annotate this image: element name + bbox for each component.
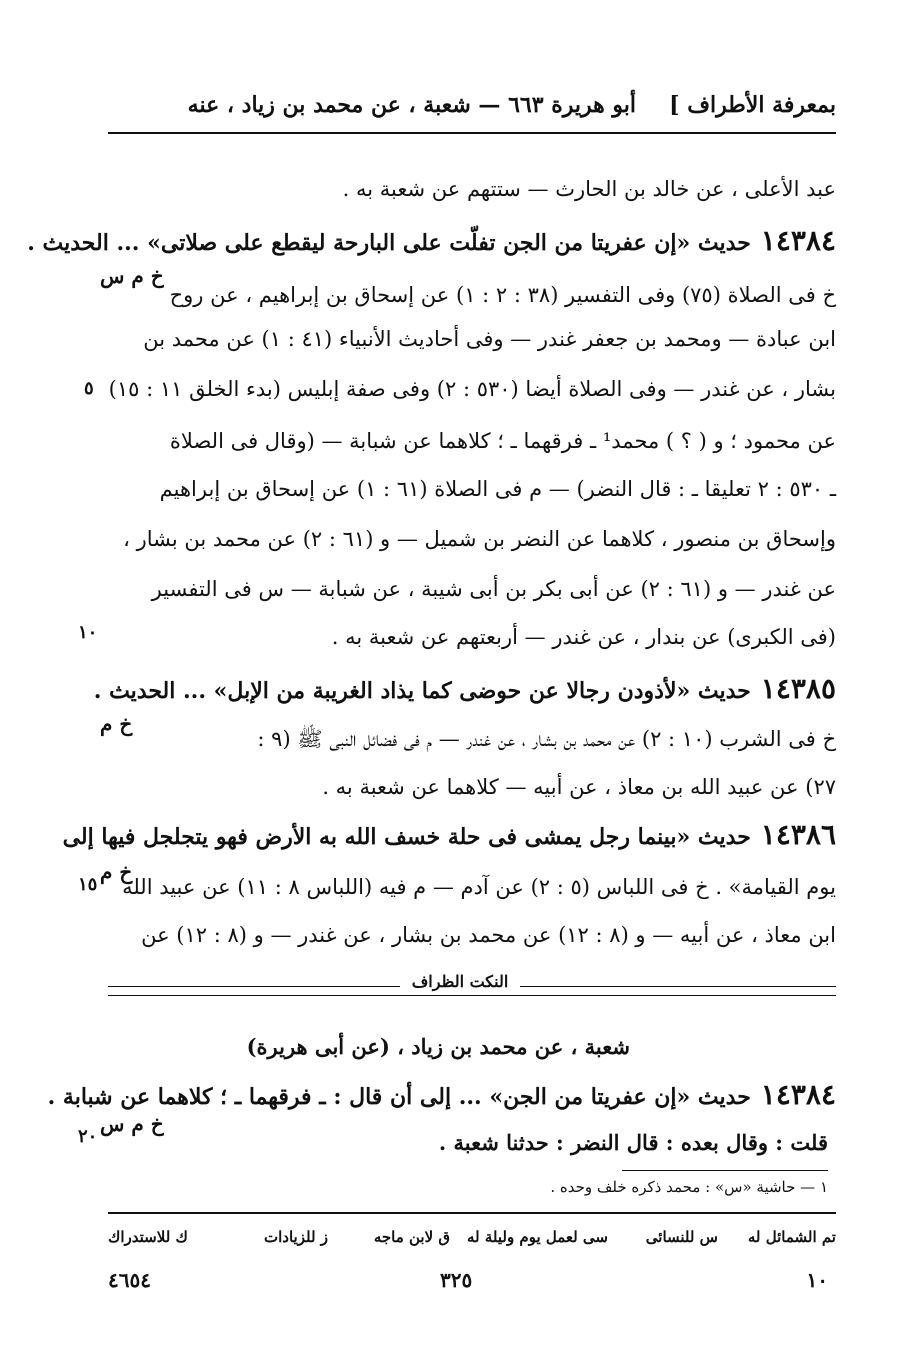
- text-line: ـ ٥٣٠ : ٢ تعليقا ـ : قال النضر) — م فى الصلاة (٦١ : ١) عن إسحاق بن إبراهيم: [159, 477, 836, 501]
- text-line: خ فى الشرب (١٠ : ٢) عن محمد بن بشار ، عن غندر — م فى فضائل النبى ﷺ (٩ :: [257, 727, 836, 751]
- margin-line-number: ١٥: [78, 874, 98, 895]
- page-number: ٣٢٥: [440, 1268, 473, 1292]
- text-line: وإسحاق بن منصور ، كلاهما عن النضر بن شميل — و (٦١ : ٢) عن محمد بن بشار ،: [123, 527, 836, 551]
- hadith-number: ١٤٣٨٥: [760, 672, 836, 705]
- abbrev-item: س للنسائى: [645, 1228, 718, 1246]
- running-header: [108, 88, 836, 126]
- margin-line-number: ٥: [84, 378, 94, 399]
- margin-sigla: خ م س: [100, 1112, 164, 1136]
- nukat-line: قلت : وقال بعده : قال النضر : حدثنا شعبة .: [438, 1130, 828, 1155]
- hadith-heading-line: ١٤٣٨٦حديث «بينما رجل يمشى فى حلة خسف الله به الأرض فهو يتجلجل فيها إلى: [62, 818, 836, 851]
- separator-label: النكت الظراف: [0, 972, 920, 991]
- header-rule: [108, 132, 836, 134]
- hadith-heading-line: ١٤٣٨٥حديث «لأذودن رجالا عن حوضى كما يذاد الغريبة من الإبل» ... الحديث .: [93, 672, 836, 705]
- header-right-title: بمعرفة الأطراف ]: [669, 92, 836, 118]
- abbreviation-key: [108, 1228, 836, 1254]
- text-line: عن غندر — و (٦١ : ٢) عن أبى بكر بن أبى شيبة ، عن شبابة — س فى التفسير: [151, 577, 836, 601]
- abbrev-item: تم الشمائل له: [747, 1228, 836, 1246]
- text-line: ابن معاذ ، عن أبيه — و (٨ : ١٢) عن محمد بن بشار ، عن غندر — و (٨ : ١٢) عن: [141, 923, 836, 947]
- abbrev-item: سى لعمل يوم وليلة له: [467, 1228, 608, 1246]
- margin-line-number: ١٠: [78, 622, 98, 643]
- hadith-number: ١٤٣٨٦: [760, 818, 836, 851]
- nukat-line: ١٤٣٨٤حديث «إن عفريتا من الجن» ... إلى أن قال : ـ فرقهما ـ ؛ كلاهما عن شبابة .: [47, 1078, 836, 1111]
- text-line: ابن عبادة — ومحمد بن جعفر غندر — وفى أحاديث الأنبياء (٤١ : ١) عن محمد بن: [143, 327, 836, 351]
- text-line: ٢٧) عن عبيد الله بن معاذ ، عن أبيه — كلاهما عن شعبة به .: [322, 775, 836, 799]
- margin-sigla: خ م: [100, 860, 133, 884]
- footnote: ١ — حاشية «س» : محمد ذكره خلف وحده .: [550, 1178, 828, 1196]
- abbrev-item: ق لابن ماجه: [373, 1228, 450, 1246]
- footer-right-number: ١٠: [806, 1268, 828, 1292]
- nukat-heading: شعبة ، عن محمد بن زياد ، (عن أبى هريرة): [246, 1034, 630, 1059]
- hadith-number: ١٤٣٨٤: [760, 224, 836, 257]
- footnote-rule: [622, 1170, 828, 1171]
- footer-left-number: ٤٦٥٤: [108, 1268, 151, 1292]
- text-line: خ فى الصلاة (٧٥) وفى التفسير (٣٨ : ٢ : ١) عن إسحاق بن إبراهيم ، عن روح: [169, 283, 836, 307]
- margin-line-number: ٢٠: [78, 1126, 98, 1147]
- text-line: بشار ، عن غندر — وفى الصلاة أيضا (٥٣٠ : ٢) وفى صفة إبليس (بدء الخلق ١١ : ١٥): [108, 377, 836, 401]
- abbrev-item: ز للزيادات: [264, 1228, 328, 1246]
- margin-sigla: خ م: [100, 712, 133, 736]
- text-line: عن محمود ؛ و ( ؟ ) محمد¹ ـ فرقهما ـ ؛ كلاهما عن شبابة — (وقال فى الصلاة: [169, 429, 836, 453]
- text-line: يوم القيامة» . خ فى اللباس (٥ : ٢) عن آدم — م فيه (اللباس ٨ : ١١) عن عبيد الله: [122, 875, 836, 899]
- text-line: (فى الكبرى) عن بندار ، عن غندر — أربعتهم عن شعبة به .: [331, 625, 836, 649]
- header-center-title: أبو هريرة ٦٦٣ — شعبة ، عن محمد بن زياد ، عنه: [187, 92, 636, 118]
- hadith-heading-line: ١٤٣٨٤حديث «إن عفريتا من الجن تفلّت على البارحة ليقطع على صلاتى» ... الحديث .: [27, 224, 836, 257]
- abbreviation-rule: [108, 1212, 836, 1214]
- margin-sigla: خ م س: [100, 264, 164, 288]
- text-line: عبد الأعلى ، عن خالد بن الحارث — ستتهم عن شعبة به .: [342, 177, 836, 201]
- abbrev-item: ك للاستدراك: [108, 1228, 188, 1246]
- hadith-number: ١٤٣٨٤: [760, 1078, 836, 1111]
